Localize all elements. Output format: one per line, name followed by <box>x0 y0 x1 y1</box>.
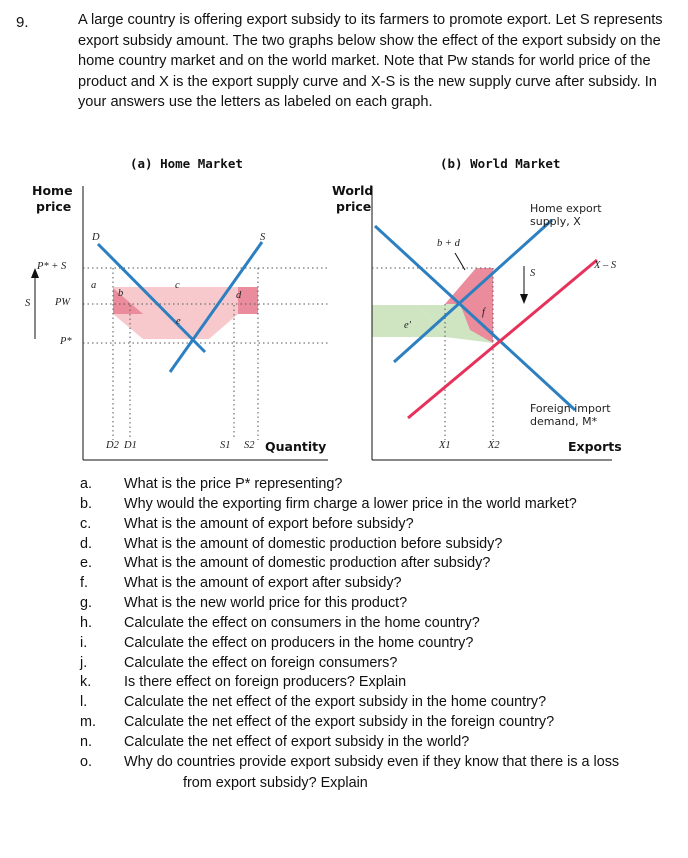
graph-a-y-label: Home price <box>32 183 73 214</box>
question-item: i. Calculate the effect on producers in the home country? <box>80 634 474 651</box>
label-x2: X2 <box>488 440 500 451</box>
label-area-c: c <box>175 280 180 291</box>
question-item: e. What is the amount of domestic production after subsidy? <box>80 555 491 572</box>
label-area-d: d <box>236 290 242 301</box>
question-item: d. What is the amount of domestic production before subsidy? <box>80 535 503 552</box>
label-d2: D2 <box>106 440 119 451</box>
graph-b-title: (b) World Market <box>440 156 561 171</box>
question-item: c. What is the amount of export before subsidy? <box>80 515 414 532</box>
label-p-star: P* <box>60 336 72 347</box>
label-e-prime: e' <box>404 320 411 331</box>
label-foreign-import-demand: Foreign import demand, M* <box>530 402 611 428</box>
label-f: f <box>482 307 485 318</box>
question-item: j. Calculate the effect on foreign consumers? <box>80 654 398 671</box>
question-item: k. Is there effect on foreign producers? Explain <box>80 674 407 691</box>
label-pw: PW <box>55 297 71 308</box>
label-supply-s: S <box>260 232 266 243</box>
question-item: h. Calculate the effect on consumers in the home country? <box>80 614 480 631</box>
label-area-e: e <box>176 316 181 327</box>
question-item: m. Calculate the net effect of the export subsidy in the foreign country? <box>80 714 555 731</box>
question-list <box>80 475 680 793</box>
graph-b-x-label: Exports <box>568 439 622 454</box>
label-d1: D1 <box>124 440 137 451</box>
question-item: f. What is the amount of export after subsidy? <box>80 575 402 592</box>
question-o-continuation: from export subsidy? Explain <box>183 774 368 791</box>
graph-a-x-label: Quantity <box>265 439 327 454</box>
home-export-supply-curve <box>394 220 552 362</box>
label-p-star-plus-s: P* + S <box>37 261 67 272</box>
question-item: o. Why do countries provide export subsidy even if they know that there is a loss <box>80 753 620 770</box>
label-b-plus-d: b + d <box>437 238 460 249</box>
graph-a-title: (a) Home Market <box>130 156 243 171</box>
graph-b-y-label: World price <box>332 183 374 214</box>
label-x1: X1 <box>439 440 451 451</box>
question-item: b. Why would the exporting firm charge a lower price in the world market? <box>80 495 577 512</box>
question-intro: A large country is offering export subsidy to its farmers to promote export. Let S represents export subsidy amount. The two graphs below show the effect of the export subsidy on the home country market and on the world market. Note that Pw stands for world price of the product and X is the export supply curve and X-S is the new supply curve after subsidy. In your answers use the letters as labeled on each graph. <box>78 12 663 111</box>
label-subsidy-a: S <box>25 298 31 309</box>
label-demand-d: D <box>92 232 100 243</box>
question-item: a. What is the price P* representing? <box>80 476 343 492</box>
label-s2: S2 <box>244 440 255 451</box>
label-s1: S1 <box>220 440 231 451</box>
question-item: l. Calculate the net effect of the export subsidy in the home country? <box>80 694 547 711</box>
label-subsidy-b: S <box>530 268 536 279</box>
label-home-export-supply: Home export supply, X <box>530 202 602 228</box>
question-item: g. What is the new world price for this product? <box>80 595 408 612</box>
label-x-minus-s: X – S <box>594 260 617 271</box>
question-item: n. Calculate the net effect of export subsidy in the world? <box>80 733 470 750</box>
label-area-a: a <box>91 280 97 291</box>
question-number: 9. <box>16 14 29 31</box>
label-area-b: b <box>118 288 124 299</box>
